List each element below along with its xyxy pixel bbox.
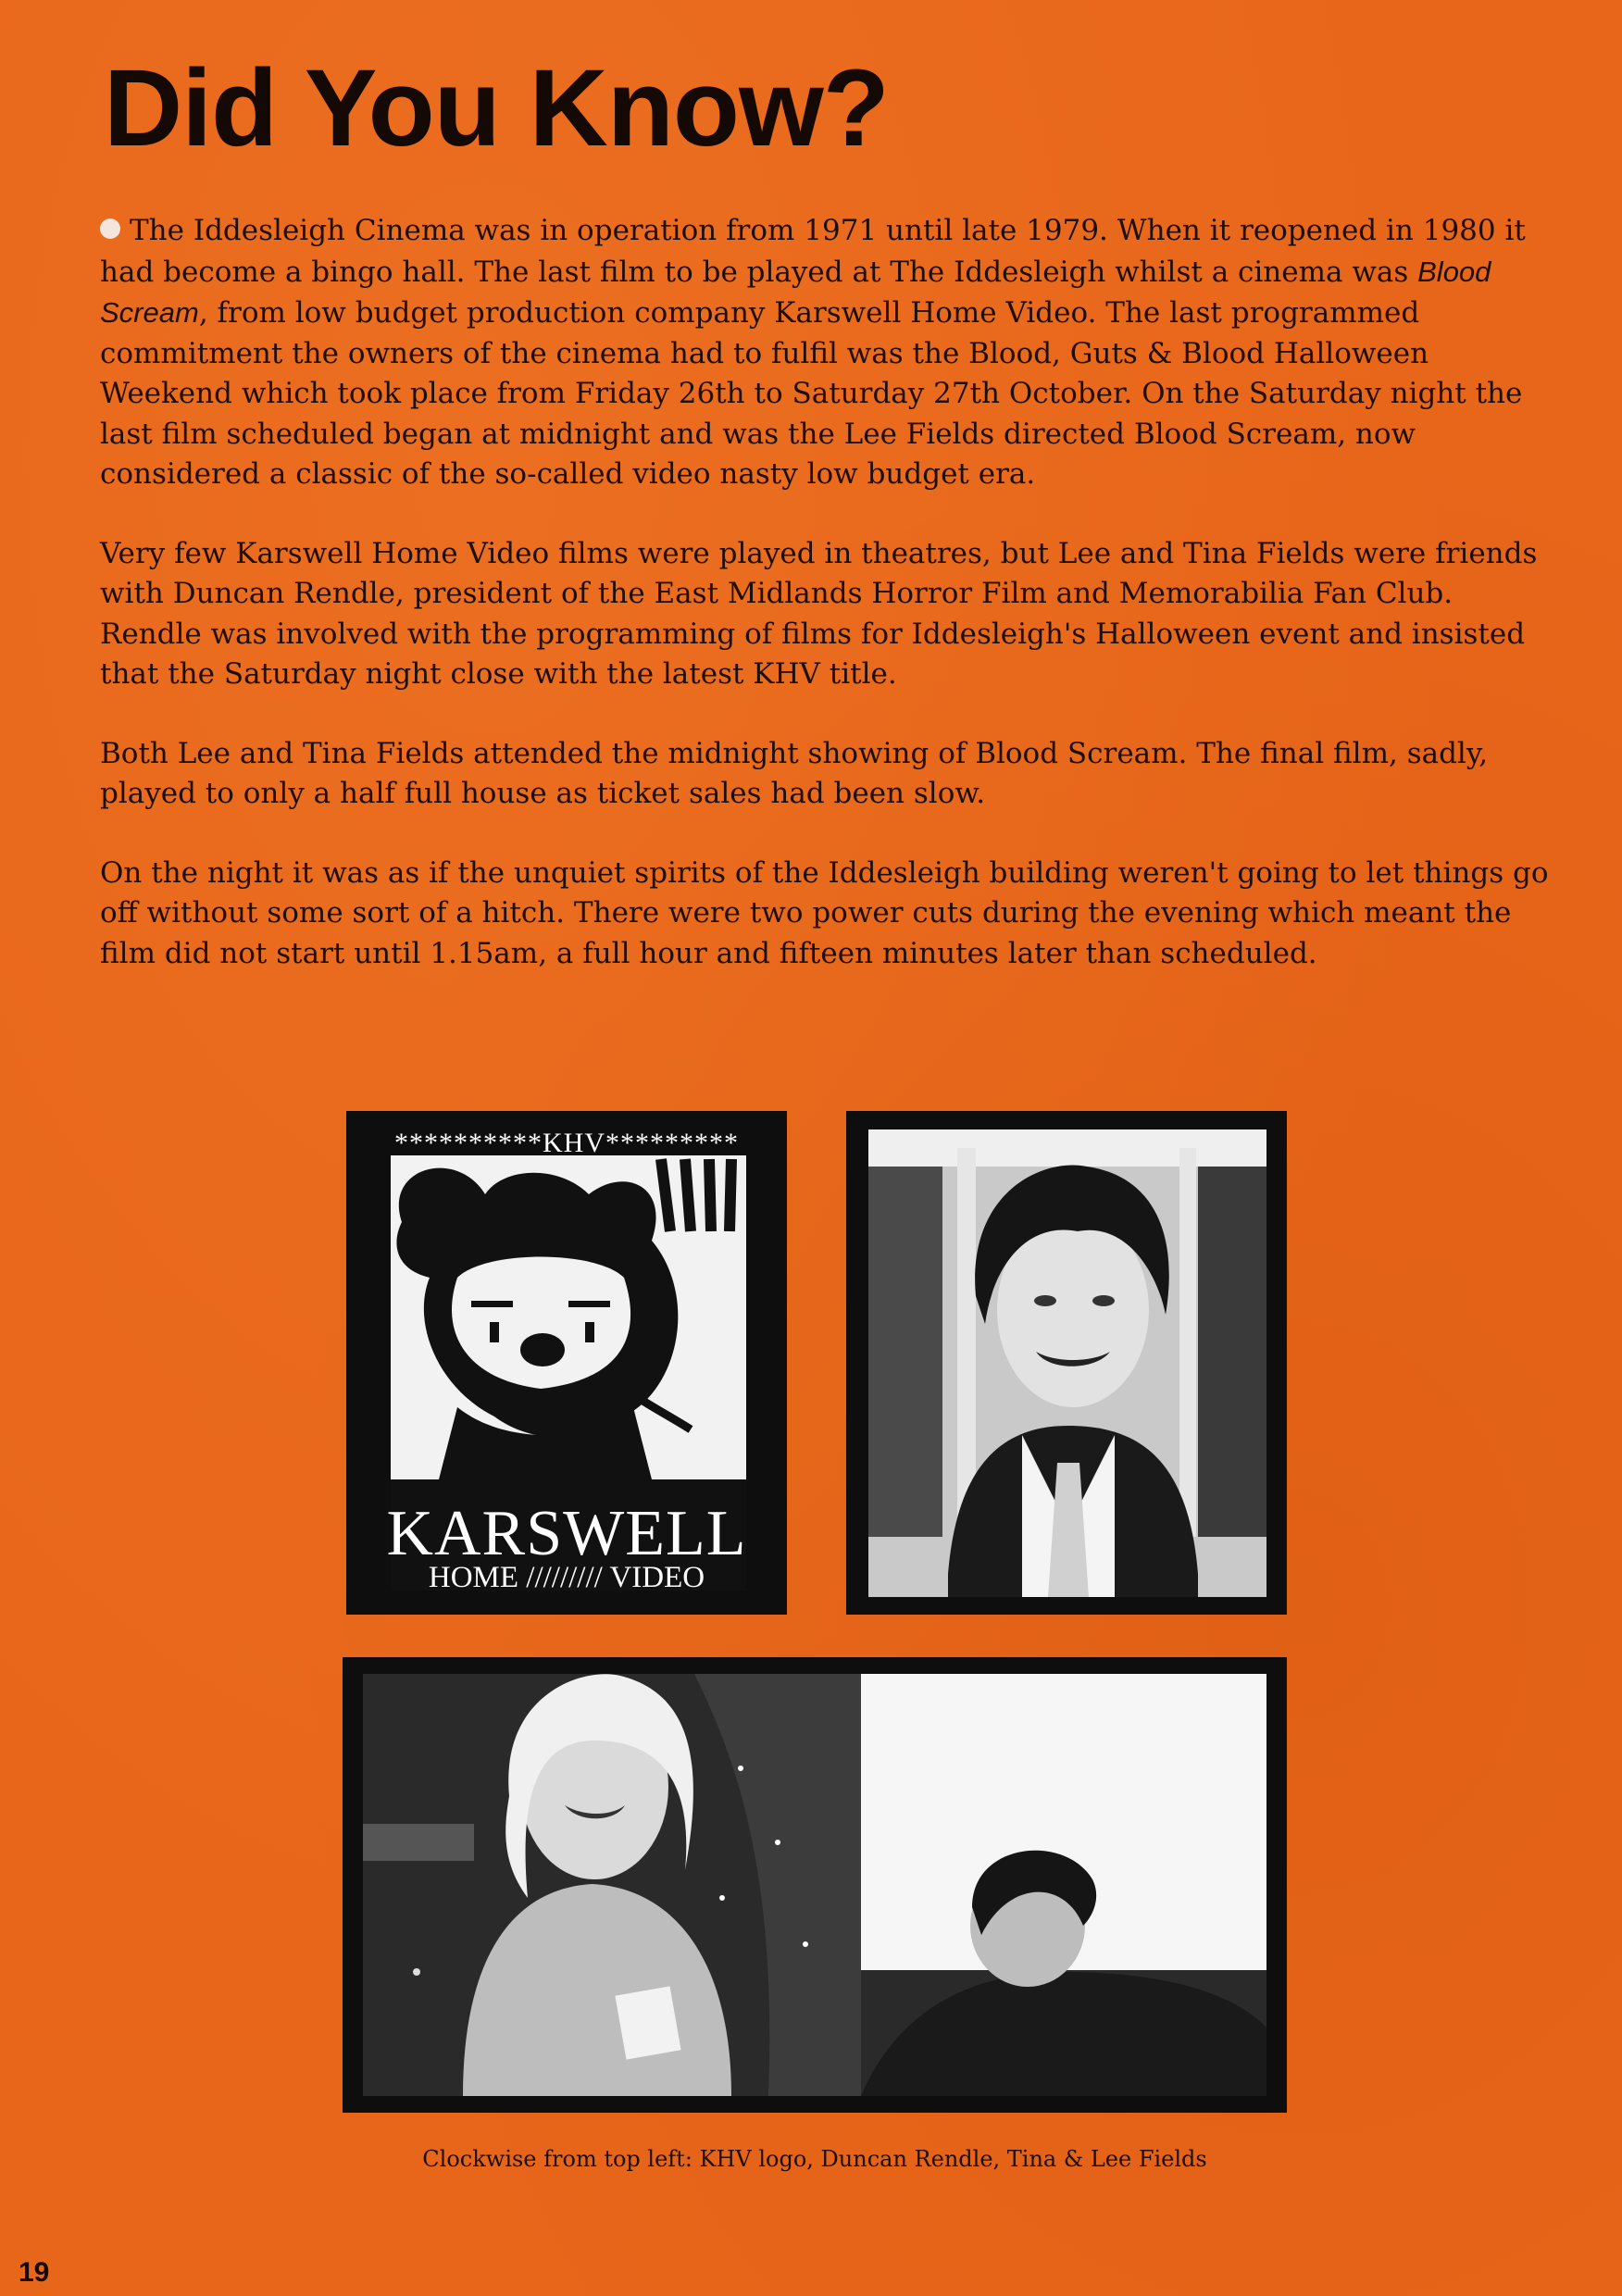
paragraph-1-text-a: The Iddesleigh Cinema was in operation from 1971 until late 1979. When it reopened in 1980 it had become a bingo hall. The last film to be played at The Iddesleigh whilst a cinema was: [100, 214, 1526, 289]
couple-illustration: [343, 1657, 1287, 2113]
khv-brand-name: KARSWELL: [386, 1498, 747, 1569]
paragraph-4: On the night it was as if the unquiet spirits of the Iddesleigh building weren't going to let things go off without some sort of a hitch. There were two power cuts during the evening which meant the film did not start until 1.15am, a full hour and fifteen minutes later than scheduled.: [100, 855, 1549, 970]
figure-caption: Clockwise from top left: KHV logo, Duncan Rendle, Tina & Lee Fields: [422, 2146, 1207, 2172]
khv-brand-subtitle: HOME ///////// VIDEO: [428, 1561, 705, 1594]
paragraph-1: [100, 211, 1563, 495]
bullet-icon: [100, 218, 120, 239]
page-title: Did You Know?: [104, 47, 889, 169]
film-title-italic: Blood Scream: [100, 255, 1491, 329]
paragraph-3: Both Lee and Tina Fields attended the midnight showing of Blood Scream. The final film, sadly, played to only a half full house as ticket sales had been slow.: [100, 736, 1489, 810]
paragraph-1-text-b: , from low budget production company Karswell Home Video. The last programmed commitment the owners of the cinema had to fulfil was the Blood, Guts & Blood Halloween Weekend which took place from Friday 26th to Saturday 27th October. On the Saturday night the last film scheduled began at midnight and was the Lee Fields directed Blood Scream, now considered a classic of the so-called video nasty low budget era.: [100, 296, 1523, 491]
paragraph-2: Very few Karswell Home Video films were played in theatres, but Lee and Tina Fields were friends with Duncan Rendle, president of the East Midlands Horror Film and Memorabilia Fan Club. Rendle was involved with the programming of films for Iddesleigh's Halloween event and insisted that the Saturday night close with the latest KHV title.: [100, 536, 1538, 691]
portrait-illustration: [846, 1111, 1287, 1615]
tina-lee-fields-photo: [343, 1657, 1287, 2113]
khv-logo-image: [346, 1111, 787, 1615]
article-body: [100, 211, 1563, 1013]
khv-stars-banner: **********KHV*********: [394, 1128, 739, 1158]
duncan-rendle-photo: [846, 1111, 1287, 1615]
page-number: 19: [19, 2257, 50, 2288]
